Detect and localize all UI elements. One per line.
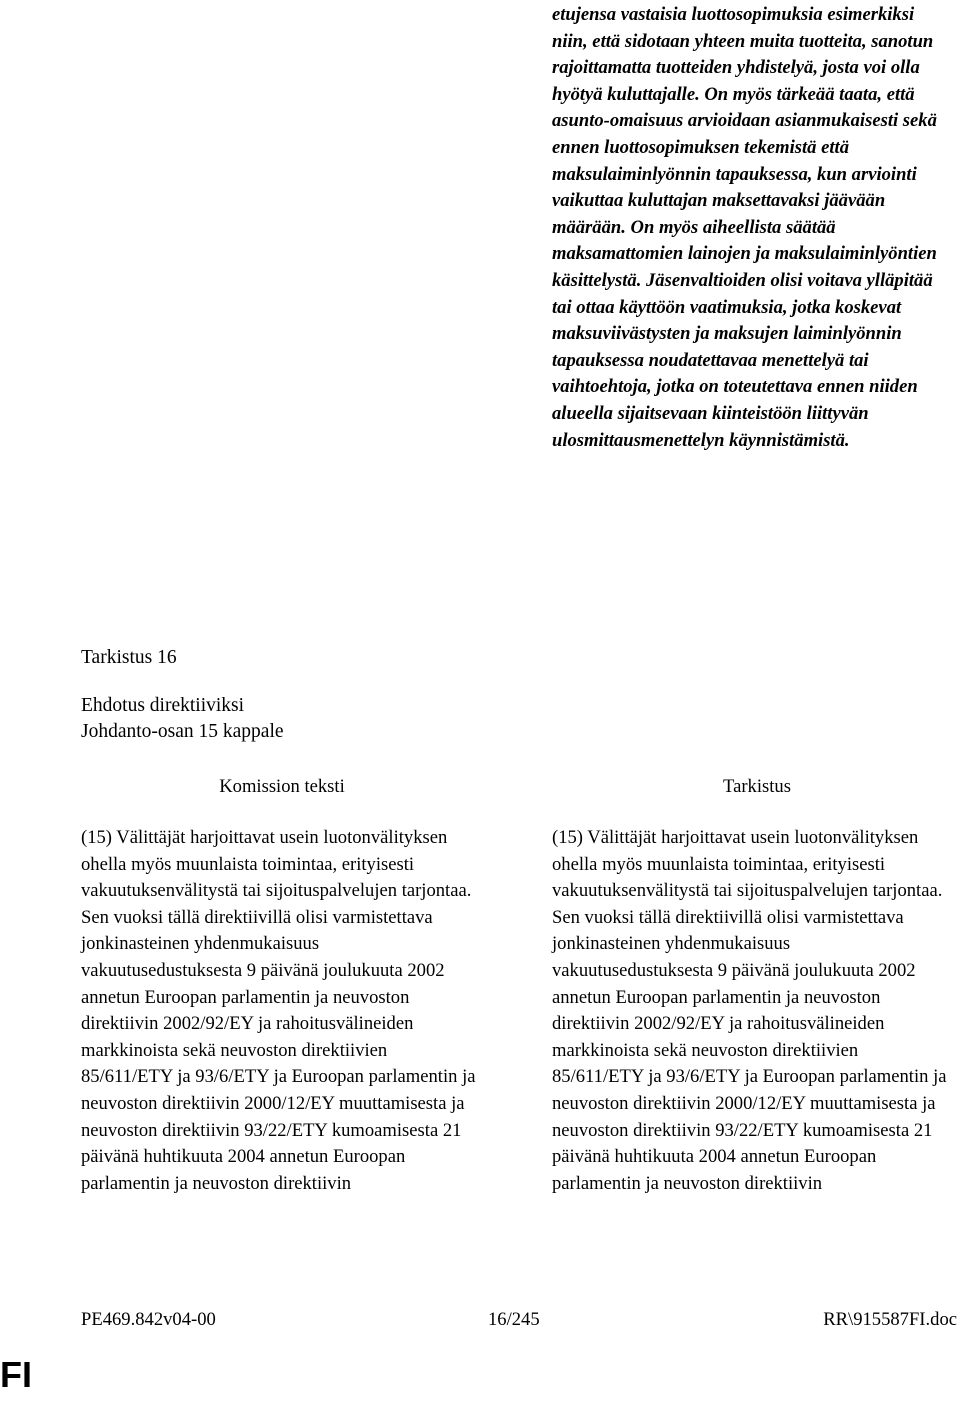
language-code: FI — [0, 1354, 32, 1395]
continuation-amendment-text: etujensa vastaisia luottosopimuksia esimerkiksi niin, että sidotaan yhteen muita tuotteita, sanotun rajoittamatta tuotteiden yhdistelyä, josta voi olla hyötyä kuluttajalle. On myös tärkeää taata, että asunto-omaisuus arvioidaan asianmukaisesti sekä ennen luottosopimuksen tekemistä että maksulaiminlyönnin tapauksessa, kun arviointi vaikuttaa kuluttajan maksettavaksi jäävään määrään. On myös aiheellista säätää maksamattomien lainojen ja maksulaiminlyöntien käsittelystä. Jäsenvaltioiden olisi voitava ylläpitää tai ottaa käyttöön vaatimuksia, jotka koskevat maksuviivästysten ja maksujen laiminlyönnin tapauksessa noudatettavaa menettelyä tai vaihtoehtoja, jotka on toteutettava ennen niiden alueella sijaitsevaan kiinteistöön liittyvän ulosmittausmenettelyn käynnistämistä. — [552, 4, 937, 451]
proposal-title: Ehdotus direktiiviksi — [81, 695, 245, 716]
commission-text-body: (15) Välittäjät harjoittavat usein luotonvälityksen ohella myös muunlaista toimintaa, erityisesti vakuutuksenvälitystä tai sijoituspalvelujen tarjontaa. Sen vuoksi tällä direktiivillä olisi varmistettava jonkinasteinen yhdenmukaisuus vakuutusedustuksesta 9 päivänä joulukuuta 2002 annetun Euroopan parlamentin ja neuvoston direktiivin 2002/92/EY ja rahoitusvälineiden markkinoista sekä neuvoston direktiivien 85/611/ETY ja 93/6/ETY ja Euroopan parlamentin ja neuvoston direktiivin 2000/12/EY muuttamisesta ja neuvoston direktiivin 93/22/ETY kumoamisesta 21 päivänä huhtikuuta 2004 annetun Euroopan parlamentin ja neuvoston direktiivin — [81, 827, 476, 1194]
commission-text-heading: Komission teksti — [219, 776, 345, 797]
file-name: RR\915587FI.doc — [823, 1309, 957, 1330]
recital-reference: Johdanto-osan 15 kappale — [81, 721, 284, 742]
amendment-title: Tarkistus 16 — [81, 647, 177, 668]
amendment-column-heading: Tarkistus — [723, 776, 791, 797]
document-reference: PE469.842v04-00 — [81, 1309, 216, 1330]
amendment-text-body: (15) Välittäjät harjoittavat usein luotonvälityksen ohella myös muunlaista toimintaa, erityisesti vakuutuksenvälitystä tai sijoituspalvelujen tarjontaa. Sen vuoksi tällä direktiivillä olisi varmistettava jonkinasteinen yhdenmukaisuus vakuutusedustuksesta 9 päivänä joulukuuta 2002 annetun Euroopan parlamentin ja neuvoston direktiivin 2002/92/EY ja rahoitusvälineiden markkinoista sekä neuvoston direktiivien 85/611/ETY ja 93/6/ETY ja Euroopan parlamentin ja neuvoston direktiivin 2000/12/EY muuttamisesta ja neuvoston direktiivin 93/22/ETY kumoamisesta 21 päivänä huhtikuuta 2004 annetun Euroopan parlamentin ja neuvoston direktiivin — [552, 827, 947, 1194]
page-number: 16/245 — [488, 1309, 540, 1330]
